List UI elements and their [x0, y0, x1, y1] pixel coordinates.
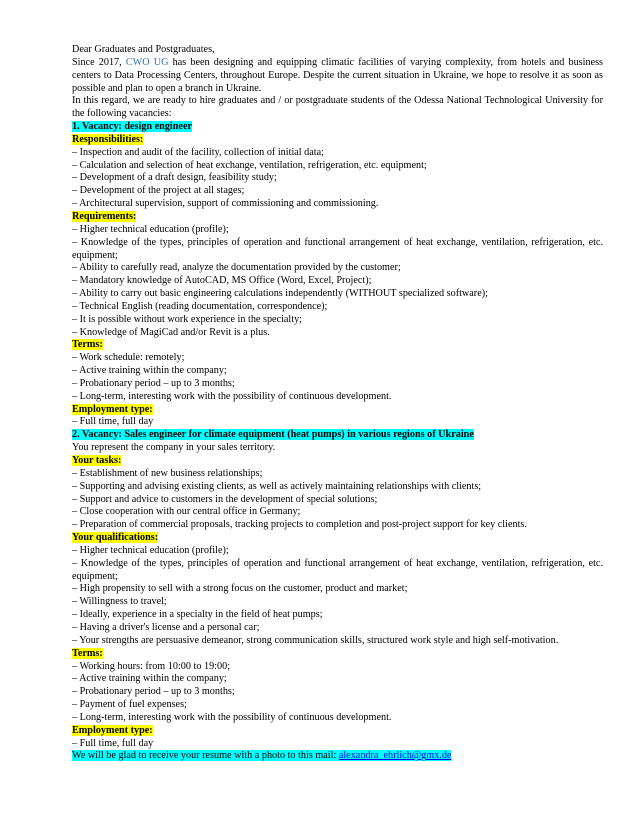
list-item: – Active training within the company; — [72, 673, 227, 685]
intro-after: has been designing and equipping climatic facilities of varying complexity, from hotels and business centers to Data Processing Centers, throughout Europe. Despite the current situation in Ukraine, we hope to resolve it as soon as possible and plan to open a branch in Ukraine. — [72, 56, 604, 94]
list-item: – Higher technical education (profile); — [72, 544, 229, 556]
list-item: – Knowledge of the types, principles of operation and functional arrangement of heat exchange, ventilation, refrigeration, etc. equipment; — [72, 557, 603, 582]
list-item: – Knowledge of MagiCad and/or Revit is a plus. — [72, 326, 270, 338]
list-item: – Establishment of new business relationships; — [72, 467, 263, 479]
list-item: – Probationary period – up to 3 months; — [72, 377, 235, 389]
list-item: – Close cooperation with our central office in Germany; — [72, 506, 301, 518]
list-item: – Knowledge of the types, principles of operation and functional arrangement of heat exchange, ventilation, refrigeration, etc. equipment; — [72, 236, 603, 261]
list-item: – Supporting and advising existing clients, as well as actively maintaining relationships with clients; — [72, 480, 482, 492]
list-item: – Payment of fuel expenses; — [72, 699, 187, 711]
company-name: CWO UG — [125, 56, 169, 68]
letter-document — [41, 44, 603, 763]
list-item: – Calculation and selection of heat exchange, ventilation, refrigeration, etc. equipment; — [72, 159, 427, 171]
vacancy2-employment-heading: Employment type: — [72, 724, 153, 736]
hiring-paragraph: In this regard, we are ready to hire graduates and / or postgraduate students of the Odessa National Technological University for the following vacancies: — [72, 95, 603, 120]
vacancy1-requirements-heading-line — [41, 211, 603, 224]
list-item: – Your strengths are persuasive demeanor, strong communication skills, structured work style and high self-motivation. — [72, 634, 559, 646]
closing-text: We will be glad to receive your resume with a photo to this mail: — [72, 750, 339, 762]
list-item: – Support and advice to customers in the development of special solutions; — [72, 493, 378, 505]
vacancy1-requirements-heading: Requirements: — [72, 210, 137, 222]
vacancy2-tasks-heading: Your tasks: — [72, 455, 122, 466]
list-item: – Full time, full day — [72, 416, 154, 428]
greeting: Dear Graduates and Postgraduates, — [72, 44, 215, 55]
list-item: – Technical English (reading documentation, correspondence); — [72, 300, 328, 312]
list-item: – Full time, full day — [72, 737, 154, 749]
intro-paragraph — [41, 57, 603, 96]
vacancy2-lead: You represent the company in your sales territory. — [72, 442, 276, 454]
list-item: – It is possible without work experience in the specialty; — [72, 313, 303, 325]
vacancy2-terms-heading: Terms: — [72, 647, 103, 659]
list-item: – Having a driver's license and a personal car; — [72, 621, 260, 633]
vacancy1-responsibilities-heading-line — [41, 134, 603, 147]
vacancy1-employment-heading: Employment type: — [72, 403, 153, 415]
vacancy2-terms-heading-line — [41, 648, 603, 661]
list-item: – Inspection and audit of the facility, collection of initial data; — [72, 146, 324, 158]
vacancy1-title-line — [41, 121, 603, 134]
list-item: – Working hours: from 10:00 to 19:00; — [72, 660, 231, 672]
list-item: – Ability to carry out basic engineering calculations independently (WITHOUT specialized software); — [72, 288, 488, 300]
list-item: – Willingness to travel; — [72, 596, 167, 608]
vacancy2-title: 2. Vacancy: Sales engineer for climate equipment (heat pumps) in various regions of Ukraine — [72, 429, 474, 441]
vacancy2-qualifications-heading: Your qualifications: — [72, 532, 159, 544]
intro-before: Since 2017, — [72, 56, 126, 68]
email-link[interactable]: alexandra_ehrlich@gmx.de — [338, 750, 452, 762]
vacancy2-employment-heading-line — [41, 725, 603, 738]
list-item: – Long-term, interesting work with the possibility of continuous development. — [72, 390, 392, 402]
list-item: – Higher technical education (profile); — [72, 223, 229, 235]
list-item: – Mandatory knowledge of AutoCAD, MS Office (Word, Excel, Project); — [72, 275, 372, 287]
list-item: – Work schedule: remotely; — [72, 352, 185, 364]
list-item: – Architectural supervision, support of commissioning and commissioning. — [72, 198, 379, 210]
list-item: – Development of a draft design, feasibility study; — [72, 172, 277, 184]
list-item: – High propensity to sell with a strong focus on the customer, product and market; — [72, 583, 408, 595]
closing-highlight — [72, 750, 451, 761]
vacancy1-terms-heading: Terms: — [72, 339, 103, 351]
vacancy1-title: 1. Vacancy: design engineer — [72, 121, 192, 133]
vacancy2-tasks-heading-line — [41, 455, 603, 468]
vacancy1-terms-heading-line — [41, 339, 603, 352]
vacancy1-employment-heading-line — [41, 404, 603, 417]
list-item: – Probationary period – up to 3 months; — [72, 686, 235, 698]
list-item: – Preparation of commercial proposals, tracking projects to completion and post-project support for key clients. — [72, 519, 527, 531]
list-item: – Active training within the company; — [72, 365, 227, 377]
list-item: – Ability to carefully read, analyze the documentation provided by the customer; — [72, 262, 401, 274]
list-item: – Ideally, experience in a specialty in the field of heat pumps; — [72, 609, 323, 621]
closing-line — [41, 750, 603, 763]
vacancy2-title-line — [41, 429, 603, 442]
list-item: – Development of the project at all stages; — [72, 185, 245, 197]
list-item: – Long-term, interesting work with the possibility of continuous development. — [72, 711, 392, 723]
vacancy2-qualifications-heading-line — [41, 532, 603, 545]
vacancy1-responsibilities-heading: Responsibilities: — [72, 133, 144, 145]
